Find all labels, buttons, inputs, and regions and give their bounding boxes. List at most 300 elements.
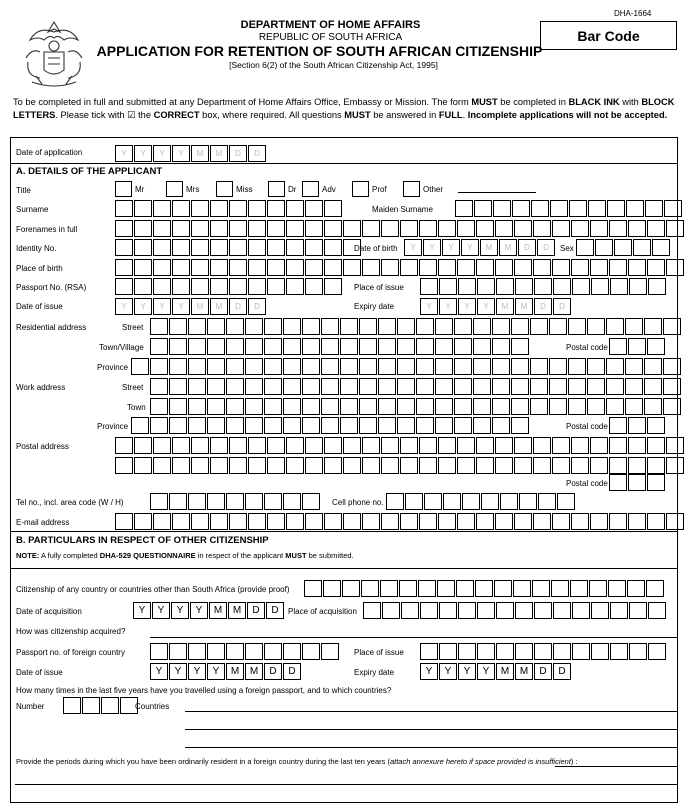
char-box[interactable] — [609, 417, 627, 434]
char-box[interactable] — [550, 200, 568, 217]
char-box[interactable] — [229, 437, 247, 454]
char-box[interactable] — [210, 239, 228, 256]
char-box[interactable] — [609, 259, 627, 276]
date-box[interactable]: D — [229, 145, 247, 162]
char-box[interactable] — [462, 493, 480, 510]
citizenship-other-field[interactable] — [304, 580, 665, 597]
char-box[interactable] — [359, 378, 377, 395]
char-box[interactable] — [397, 417, 415, 434]
char-box[interactable] — [666, 220, 684, 237]
char-box[interactable] — [572, 602, 590, 619]
char-box[interactable] — [169, 643, 187, 660]
char-box[interactable] — [305, 239, 323, 256]
char-box[interactable] — [416, 398, 434, 415]
identity-no-field[interactable] — [115, 239, 362, 256]
char-box[interactable] — [457, 220, 475, 237]
char-box[interactable] — [378, 318, 396, 335]
char-box[interactable] — [134, 437, 152, 454]
char-box[interactable] — [188, 338, 206, 355]
char-box[interactable] — [416, 417, 434, 434]
char-box[interactable] — [419, 220, 437, 237]
char-box[interactable] — [625, 358, 643, 375]
char-box[interactable] — [134, 200, 152, 217]
char-box[interactable] — [416, 318, 434, 335]
char-box[interactable] — [321, 378, 339, 395]
date-box[interactable]: Y — [461, 239, 479, 256]
date-of-issue-field[interactable] — [115, 298, 267, 315]
date-box[interactable]: Y — [439, 298, 457, 315]
char-box[interactable] — [131, 358, 149, 375]
char-box[interactable] — [323, 580, 341, 597]
char-box[interactable] — [557, 493, 575, 510]
char-box[interactable] — [283, 417, 301, 434]
char-box[interactable] — [514, 457, 532, 474]
char-box[interactable] — [305, 513, 323, 530]
char-box[interactable] — [628, 513, 646, 530]
char-box[interactable] — [424, 493, 442, 510]
char-box[interactable] — [362, 259, 380, 276]
char-box[interactable] — [492, 378, 510, 395]
char-box[interactable] — [666, 457, 684, 474]
char-box[interactable] — [169, 417, 187, 434]
char-box[interactable] — [188, 398, 206, 415]
date-box[interactable]: D — [248, 145, 266, 162]
char-box[interactable] — [647, 220, 665, 237]
char-box[interactable] — [477, 278, 495, 295]
char-box[interactable] — [340, 378, 358, 395]
char-box[interactable] — [473, 318, 491, 335]
char-box[interactable] — [511, 417, 529, 434]
char-box[interactable] — [229, 259, 247, 276]
char-box[interactable] — [606, 358, 624, 375]
postal-postal-code-field[interactable] — [609, 474, 666, 491]
char-box[interactable] — [340, 358, 358, 375]
char-box[interactable] — [264, 318, 282, 335]
date-box[interactable]: M — [226, 663, 244, 680]
char-box[interactable] — [359, 318, 377, 335]
char-box[interactable] — [191, 513, 209, 530]
char-box[interactable] — [628, 220, 646, 237]
char-box[interactable] — [245, 378, 263, 395]
title-prof-checkbox[interactable] — [352, 181, 369, 197]
char-box[interactable] — [454, 398, 472, 415]
char-box[interactable] — [381, 457, 399, 474]
char-box[interactable] — [264, 358, 282, 375]
char-box[interactable] — [591, 278, 609, 295]
char-box[interactable] — [515, 602, 533, 619]
char-box[interactable] — [286, 278, 304, 295]
char-box[interactable] — [362, 513, 380, 530]
char-box[interactable] — [552, 220, 570, 237]
char-box[interactable] — [588, 200, 606, 217]
char-box[interactable] — [438, 513, 456, 530]
char-box[interactable] — [188, 358, 206, 375]
char-box[interactable] — [511, 398, 529, 415]
char-box[interactable] — [397, 358, 415, 375]
char-box[interactable] — [321, 338, 339, 355]
foreign-expiry-date-field[interactable] — [420, 663, 572, 680]
char-box[interactable] — [172, 200, 190, 217]
title-mrs-checkbox[interactable] — [166, 181, 183, 197]
char-box[interactable] — [305, 259, 323, 276]
char-box[interactable] — [458, 278, 476, 295]
residential-postal-code-field[interactable] — [609, 338, 666, 355]
char-box[interactable] — [473, 417, 491, 434]
char-box[interactable] — [324, 513, 342, 530]
char-box[interactable] — [570, 580, 588, 597]
char-box[interactable] — [381, 220, 399, 237]
char-box[interactable] — [210, 200, 228, 217]
char-box[interactable] — [647, 338, 665, 355]
char-box[interactable] — [664, 200, 682, 217]
char-box[interactable] — [511, 358, 529, 375]
char-box[interactable] — [153, 200, 171, 217]
char-box[interactable] — [286, 220, 304, 237]
char-box[interactable] — [191, 200, 209, 217]
char-box[interactable] — [628, 457, 646, 474]
char-box[interactable] — [419, 513, 437, 530]
date-box[interactable]: D — [229, 298, 247, 315]
char-box[interactable] — [264, 493, 282, 510]
char-box[interactable] — [343, 220, 361, 237]
char-box[interactable] — [458, 602, 476, 619]
date-box[interactable]: M — [480, 239, 498, 256]
char-box[interactable] — [663, 358, 681, 375]
work-postal-code-field[interactable] — [609, 417, 666, 434]
char-box[interactable] — [150, 318, 168, 335]
char-box[interactable] — [400, 457, 418, 474]
char-box[interactable] — [443, 493, 461, 510]
char-box[interactable] — [302, 398, 320, 415]
char-box[interactable] — [511, 318, 529, 335]
char-box[interactable] — [302, 338, 320, 355]
char-box[interactable] — [455, 200, 473, 217]
char-box[interactable] — [381, 259, 399, 276]
char-box[interactable] — [473, 338, 491, 355]
char-box[interactable] — [439, 278, 457, 295]
char-box[interactable] — [386, 493, 404, 510]
char-box[interactable] — [606, 398, 624, 415]
char-box[interactable] — [419, 437, 437, 454]
char-box[interactable] — [534, 643, 552, 660]
char-box[interactable] — [283, 318, 301, 335]
char-box[interactable] — [589, 580, 607, 597]
date-box[interactable]: Y — [134, 145, 152, 162]
char-box[interactable] — [397, 378, 415, 395]
char-box[interactable] — [495, 457, 513, 474]
char-box[interactable] — [495, 437, 513, 454]
char-box[interactable] — [625, 398, 643, 415]
char-box[interactable] — [532, 580, 550, 597]
char-box[interactable] — [362, 457, 380, 474]
char-box[interactable] — [435, 338, 453, 355]
char-box[interactable] — [245, 318, 263, 335]
char-box[interactable] — [628, 437, 646, 454]
char-box[interactable] — [438, 220, 456, 237]
char-box[interactable] — [302, 493, 320, 510]
char-box[interactable] — [150, 398, 168, 415]
char-box[interactable] — [169, 358, 187, 375]
char-box[interactable] — [267, 220, 285, 237]
char-box[interactable] — [609, 437, 627, 454]
char-box[interactable] — [324, 259, 342, 276]
char-box[interactable] — [405, 493, 423, 510]
work-street-field[interactable] — [150, 378, 682, 395]
date-box[interactable]: Y — [423, 239, 441, 256]
char-box[interactable] — [663, 318, 681, 335]
char-box[interactable] — [210, 259, 228, 276]
char-box[interactable] — [188, 378, 206, 395]
char-box[interactable] — [343, 437, 361, 454]
char-box[interactable] — [172, 278, 190, 295]
char-box[interactable] — [191, 278, 209, 295]
char-box[interactable] — [134, 278, 152, 295]
char-box[interactable] — [454, 318, 472, 335]
char-box[interactable] — [435, 417, 453, 434]
char-box[interactable] — [492, 358, 510, 375]
residential-town-field[interactable] — [150, 338, 530, 355]
char-box[interactable] — [610, 643, 628, 660]
char-box[interactable] — [229, 278, 247, 295]
char-box[interactable] — [321, 398, 339, 415]
travel-number-field[interactable] — [63, 697, 139, 714]
char-box[interactable] — [286, 200, 304, 217]
char-box[interactable] — [248, 239, 266, 256]
char-box[interactable] — [397, 318, 415, 335]
char-box[interactable] — [210, 457, 228, 474]
char-box[interactable] — [382, 602, 400, 619]
char-box[interactable] — [647, 457, 665, 474]
date-box[interactable]: Y — [171, 602, 189, 619]
char-box[interactable] — [644, 378, 662, 395]
char-box[interactable] — [400, 513, 418, 530]
char-box[interactable] — [515, 278, 533, 295]
char-box[interactable] — [153, 437, 171, 454]
char-box[interactable] — [340, 318, 358, 335]
char-box[interactable] — [514, 259, 532, 276]
title-miss-checkbox[interactable] — [216, 181, 233, 197]
char-box[interactable] — [324, 278, 342, 295]
char-box[interactable] — [207, 643, 225, 660]
char-box[interactable] — [476, 437, 494, 454]
char-box[interactable] — [473, 398, 491, 415]
date-box[interactable]: D — [537, 239, 555, 256]
char-box[interactable] — [115, 220, 133, 237]
date-box[interactable]: Y — [442, 239, 460, 256]
char-box[interactable] — [533, 259, 551, 276]
date-box[interactable]: D — [553, 298, 571, 315]
char-box[interactable] — [435, 318, 453, 335]
char-box[interactable] — [512, 200, 530, 217]
date-box[interactable]: M — [515, 298, 533, 315]
char-box[interactable] — [587, 358, 605, 375]
char-box[interactable] — [476, 220, 494, 237]
char-box[interactable] — [324, 220, 342, 237]
char-box[interactable] — [628, 474, 646, 491]
char-box[interactable] — [454, 358, 472, 375]
char-box[interactable] — [576, 239, 594, 256]
date-box[interactable]: D — [264, 663, 282, 680]
date-box[interactable]: Y — [404, 239, 422, 256]
char-box[interactable] — [457, 437, 475, 454]
char-box[interactable] — [378, 398, 396, 415]
char-box[interactable] — [245, 417, 263, 434]
char-box[interactable] — [302, 643, 320, 660]
char-box[interactable] — [647, 417, 665, 434]
periods-line-2[interactable] — [15, 784, 677, 785]
char-box[interactable] — [378, 378, 396, 395]
char-box[interactable] — [210, 278, 228, 295]
char-box[interactable] — [248, 437, 266, 454]
date-box[interactable]: M — [245, 663, 263, 680]
place-of-acquisition-field[interactable] — [363, 602, 667, 619]
place-of-issue-field[interactable] — [420, 278, 667, 295]
char-box[interactable] — [496, 643, 514, 660]
char-box[interactable] — [248, 220, 266, 237]
char-box[interactable] — [302, 417, 320, 434]
char-box[interactable] — [134, 239, 152, 256]
char-box[interactable] — [551, 580, 569, 597]
date-box[interactable]: D — [248, 298, 266, 315]
char-box[interactable] — [305, 200, 323, 217]
char-box[interactable] — [476, 259, 494, 276]
char-box[interactable] — [572, 643, 590, 660]
char-box[interactable] — [607, 200, 625, 217]
char-box[interactable] — [552, 513, 570, 530]
char-box[interactable] — [229, 239, 247, 256]
char-box[interactable] — [513, 580, 531, 597]
char-box[interactable] — [150, 417, 168, 434]
char-box[interactable] — [172, 259, 190, 276]
date-box[interactable]: D — [553, 663, 571, 680]
expiry-date-field[interactable] — [420, 298, 572, 315]
char-box[interactable] — [534, 278, 552, 295]
char-box[interactable] — [514, 437, 532, 454]
char-box[interactable] — [305, 278, 323, 295]
date-box[interactable]: Y — [420, 663, 438, 680]
char-box[interactable] — [342, 580, 360, 597]
char-box[interactable] — [400, 437, 418, 454]
char-box[interactable] — [248, 278, 266, 295]
date-box[interactable]: Y — [207, 663, 225, 680]
char-box[interactable] — [302, 358, 320, 375]
residential-province-field[interactable] — [131, 358, 682, 375]
char-box[interactable] — [514, 513, 532, 530]
char-box[interactable] — [245, 493, 263, 510]
char-box[interactable] — [115, 239, 133, 256]
char-box[interactable] — [494, 580, 512, 597]
char-box[interactable] — [226, 358, 244, 375]
char-box[interactable] — [416, 338, 434, 355]
char-box[interactable] — [302, 378, 320, 395]
char-box[interactable] — [435, 378, 453, 395]
title-dr-checkbox[interactable] — [268, 181, 285, 197]
passport-foreign-field[interactable] — [150, 643, 340, 660]
date-box[interactable]: D — [518, 239, 536, 256]
date-of-application-field[interactable] — [115, 145, 267, 162]
char-box[interactable] — [496, 278, 514, 295]
char-box[interactable] — [458, 643, 476, 660]
char-box[interactable] — [324, 437, 342, 454]
char-box[interactable] — [590, 457, 608, 474]
char-box[interactable] — [609, 474, 627, 491]
title-adv-checkbox[interactable] — [302, 181, 319, 197]
char-box[interactable] — [534, 602, 552, 619]
char-box[interactable] — [399, 580, 417, 597]
date-box[interactable]: Y — [153, 298, 171, 315]
char-box[interactable] — [283, 643, 301, 660]
char-box[interactable] — [626, 200, 644, 217]
date-box[interactable]: D — [247, 602, 265, 619]
email-field[interactable] — [115, 513, 685, 530]
char-box[interactable] — [514, 220, 532, 237]
char-box[interactable] — [381, 437, 399, 454]
date-box[interactable]: M — [228, 602, 246, 619]
char-box[interactable] — [153, 457, 171, 474]
char-box[interactable] — [150, 338, 168, 355]
char-box[interactable] — [169, 398, 187, 415]
date-box[interactable]: Y — [150, 663, 168, 680]
char-box[interactable] — [188, 493, 206, 510]
date-box[interactable]: Y — [420, 298, 438, 315]
char-box[interactable] — [475, 580, 493, 597]
char-box[interactable] — [587, 378, 605, 395]
char-box[interactable] — [663, 398, 681, 415]
char-box[interactable] — [645, 200, 663, 217]
char-box[interactable] — [245, 398, 263, 415]
char-box[interactable] — [568, 378, 586, 395]
char-box[interactable] — [549, 358, 567, 375]
passport-no-field[interactable] — [115, 278, 343, 295]
char-box[interactable] — [115, 513, 133, 530]
char-box[interactable] — [305, 220, 323, 237]
char-box[interactable] — [150, 643, 168, 660]
char-box[interactable] — [401, 602, 419, 619]
char-box[interactable] — [629, 278, 647, 295]
char-box[interactable] — [438, 457, 456, 474]
char-box[interactable] — [207, 398, 225, 415]
char-box[interactable] — [169, 378, 187, 395]
char-box[interactable] — [264, 338, 282, 355]
char-box[interactable] — [572, 278, 590, 295]
char-box[interactable] — [648, 602, 666, 619]
char-box[interactable] — [609, 338, 627, 355]
char-box[interactable] — [553, 602, 571, 619]
char-box[interactable] — [283, 338, 301, 355]
date-box[interactable]: Y — [115, 145, 133, 162]
date-of-birth-field[interactable] — [404, 239, 556, 256]
sex-field[interactable] — [576, 239, 671, 256]
char-box[interactable] — [439, 602, 457, 619]
char-box[interactable] — [515, 643, 533, 660]
char-box[interactable] — [591, 643, 609, 660]
date-box[interactable]: Y — [458, 298, 476, 315]
residential-street-field[interactable] — [150, 318, 682, 335]
char-box[interactable] — [207, 358, 225, 375]
foreign-date-of-issue-field[interactable] — [150, 663, 302, 680]
char-box[interactable] — [264, 417, 282, 434]
char-box[interactable] — [633, 239, 651, 256]
char-box[interactable] — [476, 513, 494, 530]
char-box[interactable] — [646, 580, 664, 597]
char-box[interactable] — [267, 239, 285, 256]
char-box[interactable] — [226, 318, 244, 335]
postal-address-line2-field[interactable] — [115, 457, 685, 474]
char-box[interactable] — [553, 643, 571, 660]
char-box[interactable] — [666, 513, 684, 530]
char-box[interactable] — [362, 220, 380, 237]
char-box[interactable] — [456, 580, 474, 597]
